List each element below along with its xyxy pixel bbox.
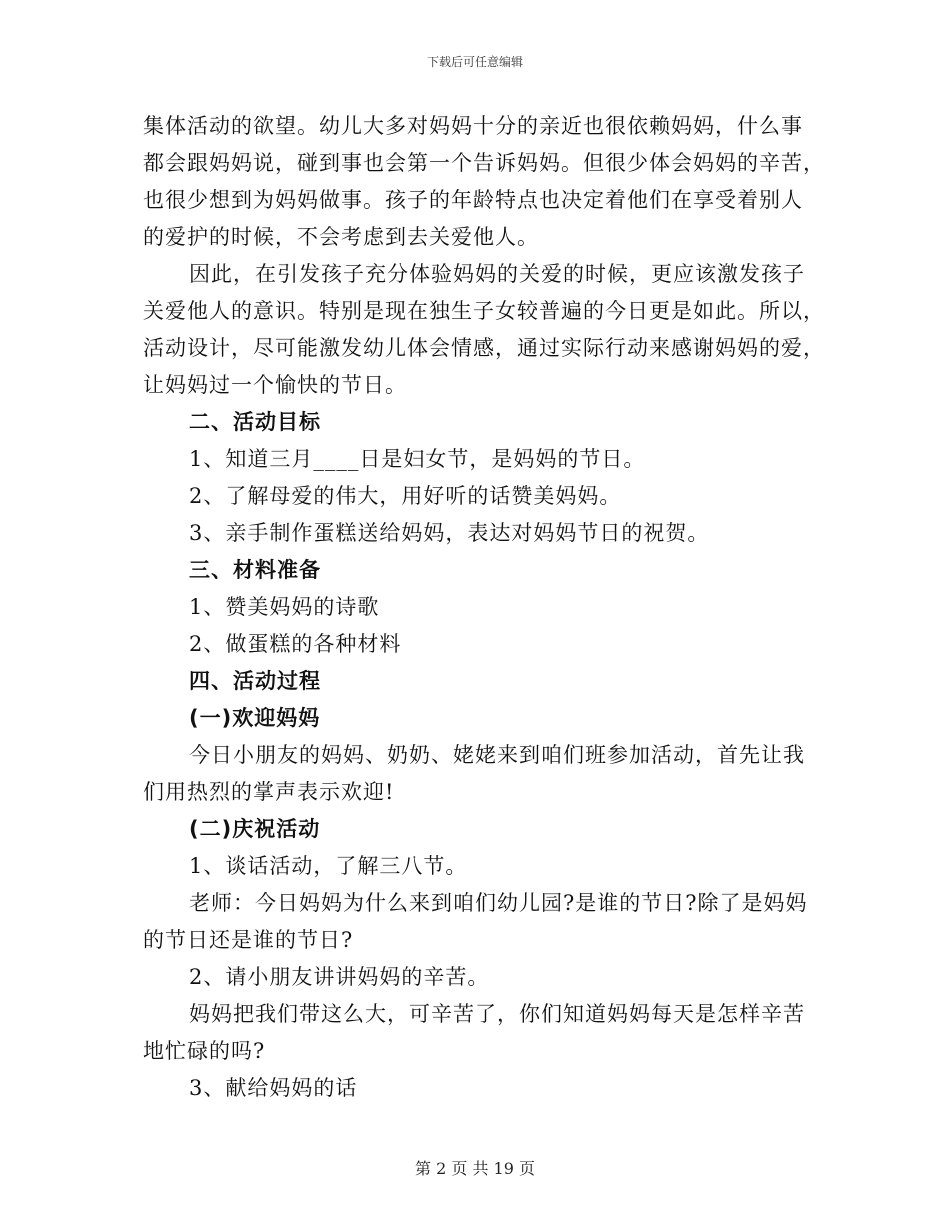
section-heading: 二、活动目标 [189, 410, 321, 434]
step-item: 3、献给妈妈的话 [189, 1076, 358, 1100]
goal-item: 2、了解母爱的伟大，用好听的话赞美妈妈。 [189, 484, 622, 508]
step-item: 1、谈话活动，了解三八节。 [189, 854, 468, 878]
paragraph-line: 的节日还是谁的节日? [143, 928, 354, 952]
paragraph-line: 也很少想到为妈妈做事。孩子的年龄特点也决定着他们在享受着别人 [143, 188, 803, 212]
material-item: 2、做蛋糕的各种材料 [189, 632, 402, 656]
paragraph-line: 今日小朋友的妈妈、奶奶、姥姥来到咱们班参加活动，首先让我 [189, 743, 805, 767]
subsection-heading: (一)欢迎妈妈 [189, 706, 321, 730]
goal-item: 3、亲手制作蛋糕送给妈妈，表达对妈妈节日的祝贺。 [189, 521, 710, 545]
page-header: 下载后可任意编辑 [426, 55, 523, 69]
paragraph-line: 地忙碌的吗? [143, 1039, 266, 1063]
paragraph-line: 都会跟妈妈说，碰到事也会第一个告诉妈妈。但很少体会妈妈的辛苦， [143, 151, 825, 175]
paragraph-line: 因此，在引发孩子充分体验妈妈的关爱的时候，更应该激发孩子 [189, 262, 805, 286]
subsection-heading: (二)庆祝活动 [189, 817, 321, 841]
step-item: 2、请小朋友讲讲妈妈的辛苦。 [189, 965, 490, 989]
paragraph-line: 集体活动的欲望。幼儿大多对妈妈十分的亲近也很依赖妈妈，什么事 [143, 114, 803, 138]
paragraph-line: 妈妈把我们带这么大，可辛苦了，你们知道妈妈每天是怎样辛苦 [189, 1002, 805, 1026]
paragraph-line: 活动设计，尽可能激发幼儿体会情感，通过实际行动来感谢妈妈的爱， [143, 336, 825, 360]
page-footer: 第 2 页 共 19 页 [415, 1159, 535, 1178]
goal-item: 1、知道三月____日是妇女节，是妈妈的节日。 [189, 447, 646, 471]
paragraph-line: 让妈妈过一个愉快的节日。 [143, 373, 407, 397]
section-heading: 四、活动过程 [189, 669, 321, 693]
paragraph-line: 们用热烈的掌声表示欢迎! [143, 780, 395, 804]
paragraph-line: 的爱护的时候，不会考虑到去关爱他人。 [143, 225, 539, 249]
section-heading: 三、材料准备 [189, 558, 321, 582]
paragraph-line: 关爱他人的意识。特别是现在独生子女较普遍的今日更是如此。所以， [143, 299, 825, 323]
material-item: 1、赞美妈妈的诗歌 [189, 595, 380, 619]
document-body [143, 108, 825, 1107]
paragraph-line: 老师：今日妈妈为什么来到咱们幼儿园?是谁的节日?除了是妈妈 [189, 891, 808, 915]
